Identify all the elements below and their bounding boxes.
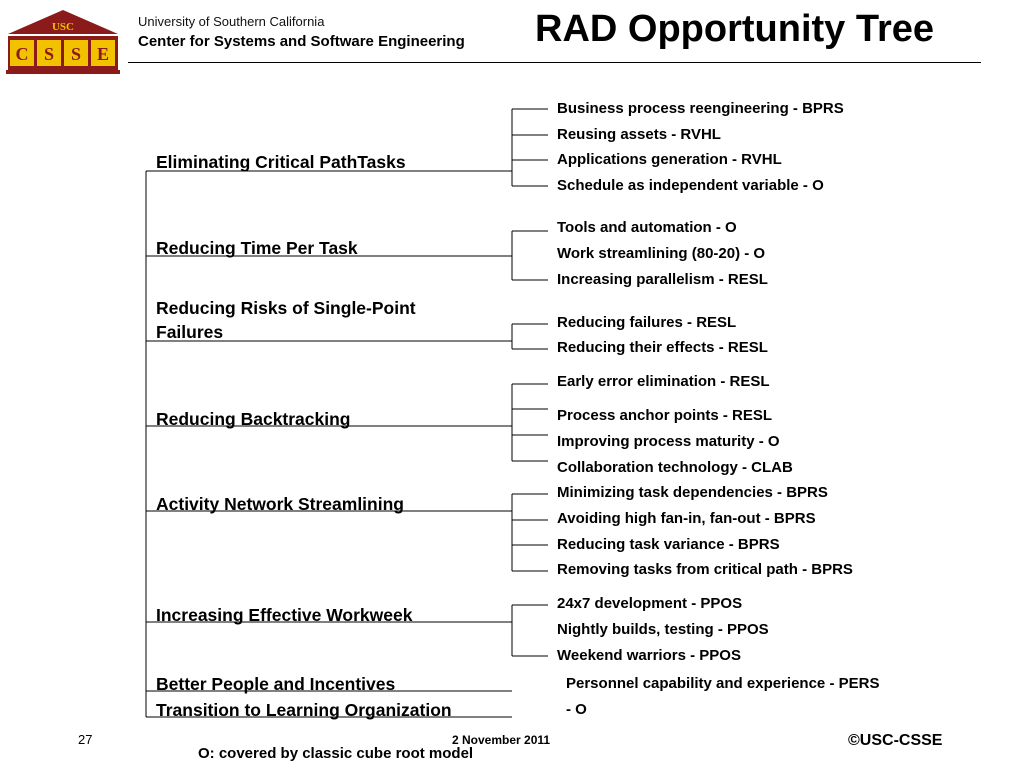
leaf-item: 24x7 development - PPOS	[557, 595, 743, 612]
university-name: University of Southern California	[138, 14, 325, 29]
leaf-item: Schedule as independent variable - O	[557, 177, 824, 194]
category-learning-organization: Transition to Learning Organization	[156, 700, 452, 720]
leaf-item: Applications generation - RVHL	[557, 151, 782, 168]
page-title: RAD Opportunity Tree	[535, 8, 935, 50]
footer-copyright: ©USC-CSSE	[848, 732, 943, 749]
footer-note: O: covered by classic cube root model	[198, 745, 474, 762]
category-effective-workweek: Increasing Effective Workweek	[156, 605, 413, 625]
leaf-item: Weekend warriors - PPOS	[557, 647, 741, 664]
leaf-item: Improving process maturity - O	[557, 433, 780, 450]
category-reducing-risks-line2: Failures	[156, 322, 224, 342]
leaf-item: Nightly builds, testing - PPOS	[557, 621, 769, 638]
category-reducing-risks-line1: Reducing Risks of Single-Point	[156, 298, 416, 318]
logo-usc-text: USC	[51, 21, 75, 33]
leaf-item: Tools and automation - O	[557, 219, 737, 236]
logo-letter-e: E	[96, 44, 110, 64]
category-better-people: Better People and Incentives	[156, 674, 396, 694]
category-activity-network: Activity Network Streamlining	[156, 494, 404, 514]
leaf-item: Minimizing task dependencies - BPRS	[557, 484, 828, 501]
logo-letter-s2: S	[70, 44, 82, 64]
leaf-item: Collaboration technology - CLAB	[557, 459, 793, 476]
logo-letter-c: C	[15, 44, 29, 64]
leaf-item: Reducing failures - RESL	[557, 314, 737, 331]
leaf-item: Removing tasks from critical path - BPRS	[557, 561, 853, 578]
leaf-item: Increasing parallelism - RESL	[557, 271, 768, 288]
page-number: 27	[78, 732, 93, 747]
category-reducing-time-per-task: Reducing Time Per Task	[156, 238, 358, 258]
leaf-item: Reducing their effects - RESL	[557, 339, 768, 356]
leaf-item: Work streamlining (80-20) - O	[557, 245, 766, 262]
category-reducing-backtracking: Reducing Backtracking	[156, 409, 351, 429]
footer-date: 2 November 2011	[452, 733, 551, 747]
leaf-item: Early error elimination - RESL	[557, 373, 770, 390]
category-eliminating-critical-path: Eliminating Critical PathTasks	[156, 152, 406, 172]
logo-letter-s1: S	[43, 44, 55, 64]
leaf-personnel-capability: Personnel capability and experience - PERS	[566, 675, 880, 692]
leaf-item: Reducing task variance - BPRS	[557, 536, 780, 553]
leaf-item: Business process reengineering - BPRS	[557, 100, 844, 117]
leaf-item: Reusing assets - RVHL	[557, 126, 721, 143]
leaf-item: Process anchor points - RESL	[557, 407, 773, 424]
leaf-item: Avoiding high fan-in, fan-out - BPRS	[557, 510, 816, 527]
leaf-personnel-capability-cont: - O	[566, 701, 587, 718]
center-name: Center for Systems and Software Engineering	[138, 33, 465, 50]
